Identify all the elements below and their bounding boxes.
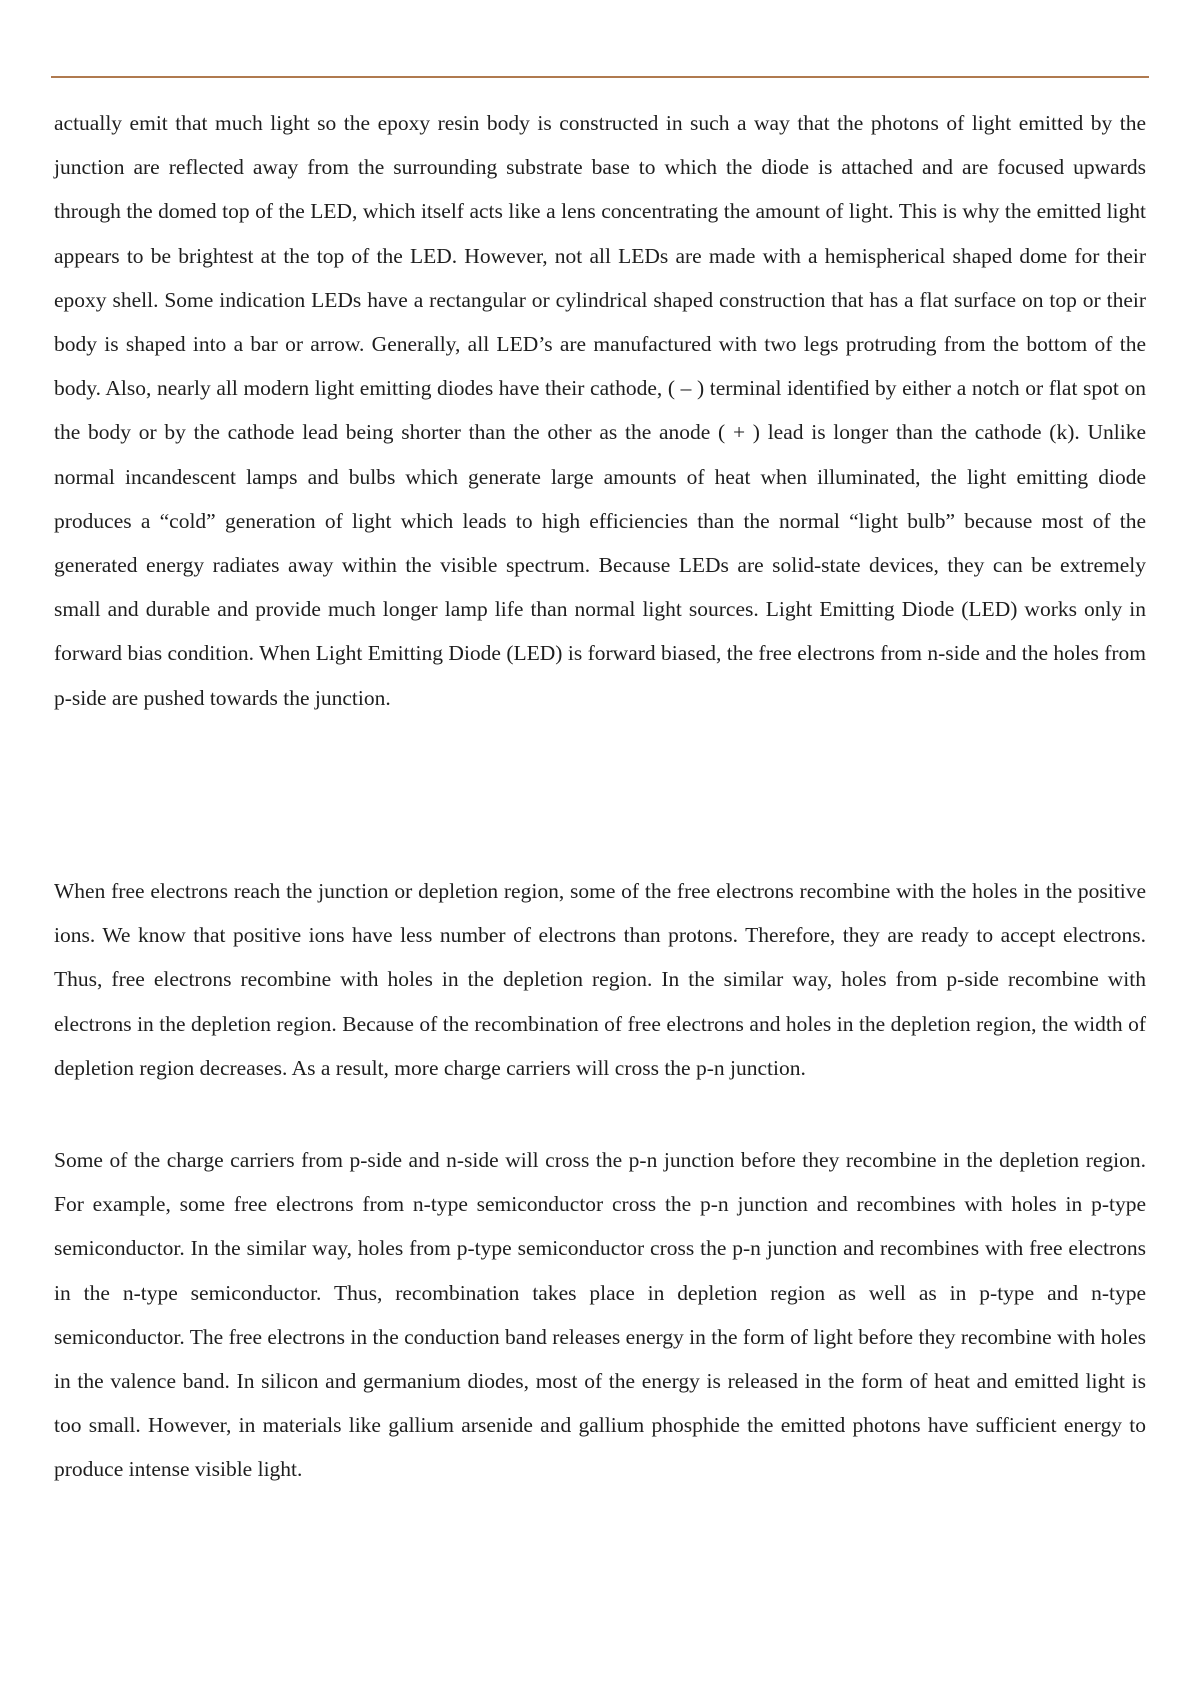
- paragraph-depletion-recombination: When free electrons reach the junction or depletion region, some of the free electrons recombine with the holes in the positive ions. We know that positive ions have less number of electrons than protons. Therefore, they are ready to accept electrons. Thus, free electrons recombine with holes in the depletion region. In the similar way, holes from p-side recombine with electrons in the depletion region. Because of the recombination of free electrons and holes in the depletion region, the width of depletion region decreases. As a result, more charge carriers will cross the p-n junction.: [54, 879, 1146, 1080]
- paragraph-light-emission: Some of the charge carriers from p-side and n-side will cross the p-n junction before they recombine in the depletion region. For example, some free electrons from n-type semiconductor cross the p-n junction and recombines with holes in p-type semiconductor. In the similar way, holes from p-type semiconductor cross the p-n junction and recombines with free electrons in the n-type semiconductor. Thus, recombination takes place in depletion region as well as in p-type and n-type semiconductor. The free electrons in the conduction band releases energy in the form of light before they recombine with holes in the valence band. In silicon and germanium diodes, most of the energy is released in the form of heat and emitted light is too small. However, in materials like gallium arsenide and gallium phosphide the emitted photons have sufficient energy to produce intense visible light.: [54, 1148, 1146, 1482]
- paragraph-led-construction: actually emit that much light so the epoxy resin body is constructed in such a way that the photons of light emitted by the junction are reflected away from the surrounding substrate base to which the diode is attached and are focused upwards through the domed top of the LED, which itself acts like a lens concentrating the amount of light. This is why the emitted light appears to be brightest at the top of the LED. However, not all LEDs are made with a hemispherical shaped dome for their epoxy shell. Some indication LEDs have a rectangular or cylindrical shaped construction that has a flat surface on top or their body is shaped into a bar or arrow. Generally, all LED’s are manufactured with two legs protruding from the bottom of the body. Also, nearly all modern light emitting diodes have their cathode, ( – ) terminal identified by either a notch or flat spot on the body or by the cathode lead being shorter than the other as the anode ( + ) lead is longer than the cathode (k). Unlike normal incandescent lamps and bulbs which generate large amounts of heat when illuminated, the light emitting diode produces a “cold” generation of light which leads to high efficiencies than the normal “light bulb” because most of the generated energy radiates away within the visible spectrum. Because LEDs are solid-state devices, they can be extremely small and durable and provide much longer lamp life than normal light sources. Light Emitting Diode (LED) works only in forward bias condition. When Light Emitting Diode (LED) is forward biased, the free electrons from n-side and the holes from p-side are pushed towards the junction.: [54, 111, 1146, 710]
- header-rule: [51, 76, 1149, 78]
